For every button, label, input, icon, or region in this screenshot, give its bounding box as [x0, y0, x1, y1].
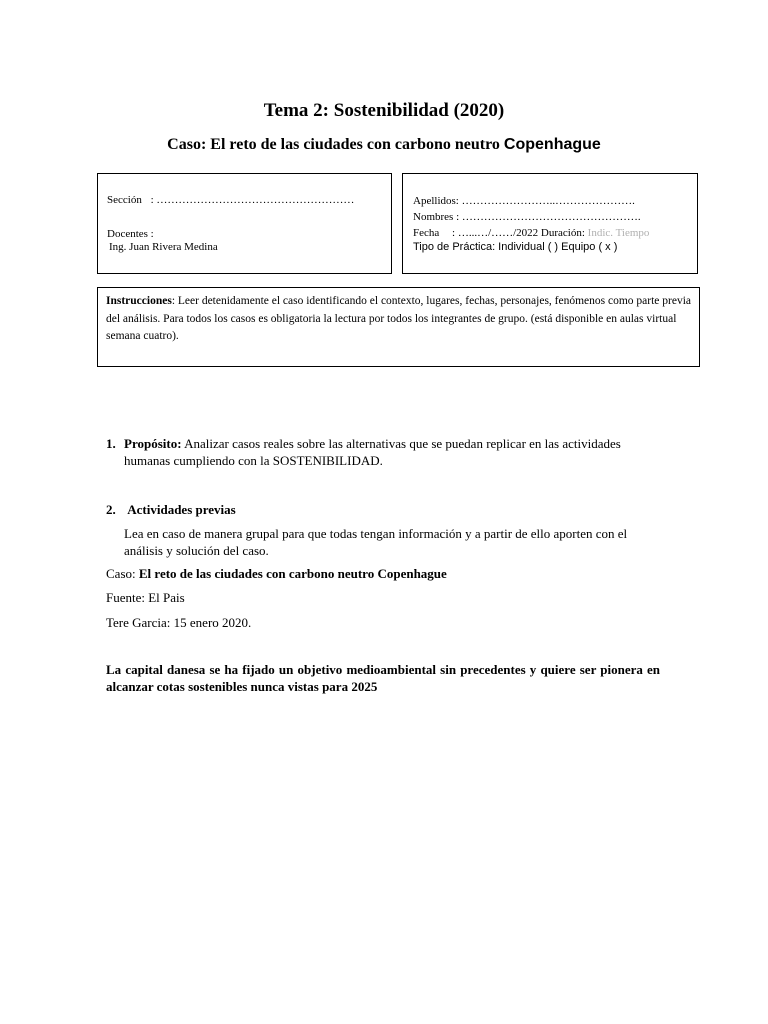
page-title: Tema 2: Sostenibilidad (2020) — [263, 100, 505, 121]
lead-paragraph: La capital danesa se ha fijado un objetivo medioambiental sin precedentes y quiere ser pionera en alcanzar cotas sostenibles nunca vistas para 2025 — [106, 662, 660, 694]
course-info-box — [97, 173, 392, 274]
section-purpose — [106, 435, 666, 469]
instructions-label: Instrucciones — [106, 295, 172, 307]
instructions-text — [98, 288, 699, 351]
section-number: 1. — [106, 436, 116, 451]
case-title: El reto de las ciudades con carbono neutro Copenhague — [138, 566, 447, 581]
docentes-label: Docentes : — [107, 228, 154, 240]
case-source: Fuente: El Pais — [106, 590, 185, 605]
apellidos-field[interactable]: Apellidos: ……………………..…………………. — [413, 195, 635, 207]
section-heading: Propósito: — [124, 436, 182, 451]
seccion-field[interactable]: : ……………………………………………… — [150, 194, 355, 206]
duracion-field[interactable]: Indic. Tiempo — [587, 227, 650, 239]
subtitle-main: Caso: El reto de las ciudades con carbono neutro — [167, 136, 500, 153]
tipo-practica: Tipo de Práctica: Individual ( ) Equipo ( x ) — [413, 241, 618, 253]
fecha-row — [413, 227, 697, 240]
seccion-label: Sección — [107, 194, 142, 206]
case-subtitle — [0, 136, 768, 154]
nombres-field[interactable]: Nombres : …………………………………………. — [413, 211, 641, 223]
case-prefix: Caso: — [106, 566, 139, 581]
student-info-box — [402, 173, 698, 274]
activities-text: Lea en caso de manera grupal para que todas tengan información y a partir de ello aporten con el análisis y solución del caso. — [124, 526, 628, 558]
case-line — [106, 565, 666, 582]
section-number: 2. — [106, 502, 116, 517]
section-activities — [106, 501, 666, 518]
docente-name: Ing. Juan Rivera Medina — [109, 241, 218, 253]
fecha-label: Fecha — [413, 227, 440, 239]
fecha-field[interactable]: : …...…/……/2022 Duración: — [452, 227, 585, 239]
case-author-date: Tere Garcia: 15 enero 2020. — [106, 615, 252, 630]
instructions-body: : Leer detenidamente el caso identificando el contexto, lugares, fechas, personajes, fenómenos como parte previa del análisis. Para todos los casos es obligatoria la lectura por todos los integrantes de grupo. (está disponible en aulas virtual semana cuatro). — [106, 295, 692, 342]
subtitle-city: Copenhague — [503, 136, 601, 153]
section-heading: Actividades previas — [127, 502, 236, 517]
instructions-box — [97, 287, 700, 367]
seccion-row — [107, 194, 387, 207]
section-text: Analizar casos reales sobre las alternativas que se puedan replicar en las actividades humanas cumpliendo con la SOSTENIBILIDAD. — [124, 436, 621, 468]
